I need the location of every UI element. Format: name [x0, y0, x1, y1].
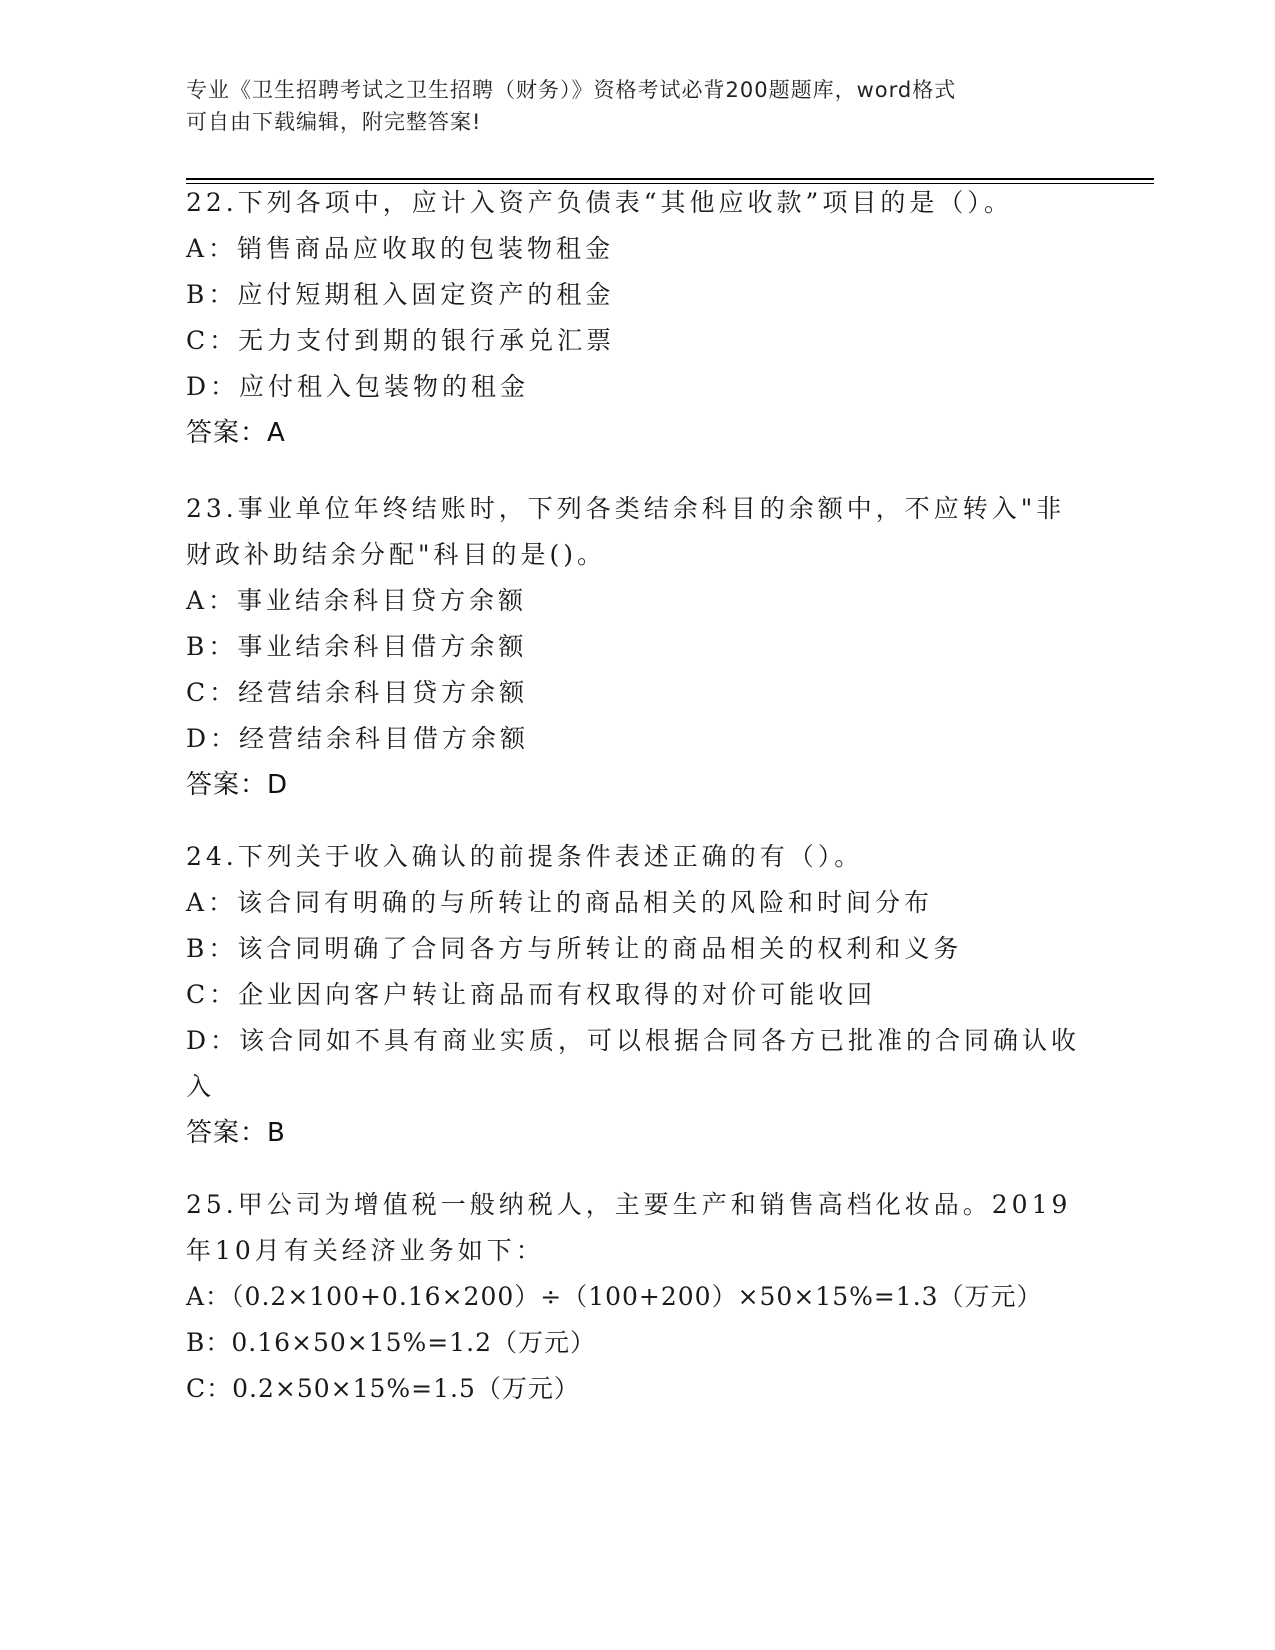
- option-a: A：（0.2×100+0.16×200）÷（100+200）×50×15%=1.3（万元）: [186, 1282, 1043, 1311]
- question-25: [186, 1182, 1086, 1412]
- question-stem: 22.下列各项中，应计入资产负债表“其他应收款”项目的是（）。: [186, 188, 1013, 217]
- option-d: D：应付租入包装物的租金: [186, 372, 530, 401]
- question-stem: 24.下列关于收入确认的前提条件表述正确的有（）。: [186, 842, 864, 871]
- option-c: C：无力支付到期的银行承兑汇票: [186, 326, 616, 355]
- option-d-line-1: D：该合同如不具有商业实质，可以根据合同各方已批准的合同确认收: [186, 1026, 1081, 1055]
- option-b: B：该合同明确了合同各方与所转让的商品相关的权利和义务: [186, 934, 963, 963]
- option-a: A：事业结余科目贷方余额: [186, 586, 528, 615]
- question-stem-line-2: 财政补助结余分配"科目的是()。: [186, 540, 607, 569]
- question-stem-line-1: 23.事业单位年终结账时，下列各类结余科目的余额中，不应转入"非: [186, 494, 1066, 523]
- option-c: C：0.2×50×15%=1.5（万元）: [186, 1374, 580, 1403]
- option-a: A：销售商品应收取的包装物租金: [186, 234, 615, 263]
- question-23: [186, 486, 1086, 808]
- answer-label: 答案：B: [186, 1118, 286, 1148]
- question-24: [186, 834, 1086, 1156]
- option-b: B：0.16×50×15%=1.2（万元）: [186, 1328, 597, 1357]
- answer-label: 答案：A: [186, 418, 286, 448]
- question-stem-line-2: 年10月有关经济业务如下：: [186, 1236, 545, 1265]
- option-b: B：事业结余科目借方余额: [186, 632, 528, 661]
- answer-label: 答案：D: [186, 770, 289, 800]
- question-stem-line-1: 25.甲公司为增值税一般纳税人，主要生产和销售高档化妆品。2019: [186, 1190, 1072, 1219]
- option-b: B：应付短期租入固定资产的租金: [186, 280, 615, 309]
- option-c: C：企业因向客户转让商品而有权取得的对价可能收回: [186, 980, 877, 1009]
- option-d: D：经营结余科目借方余额: [186, 724, 530, 753]
- question-22: [186, 180, 1086, 456]
- header-title-line-1: 专业《卫生招聘考试之卫生招聘（财务）》资格考试必背200题题库，word格式: [186, 78, 957, 102]
- header-title-line-2: 可自由下载编辑，附完整答案!: [186, 110, 482, 134]
- document-header: [186, 74, 1066, 138]
- option-a: A：该合同有明确的与所转让的商品相关的风险和时间分布: [186, 888, 934, 917]
- option-d-line-2: 入: [186, 1072, 216, 1101]
- option-c: C：经营结余科目贷方余额: [186, 678, 529, 707]
